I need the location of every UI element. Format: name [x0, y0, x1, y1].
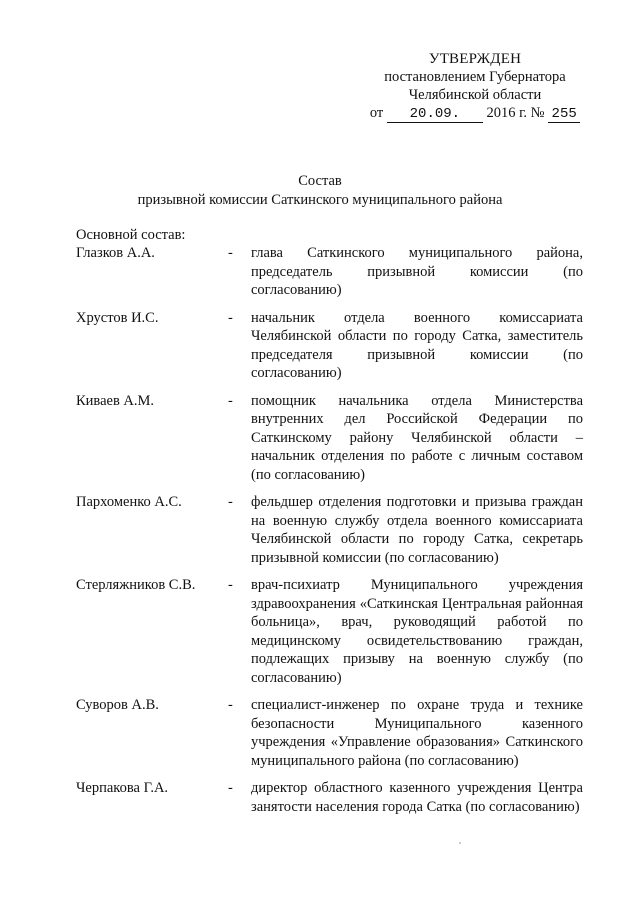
member-name: Черпакова Г.А. [76, 780, 169, 796]
member-row [76, 696, 606, 770]
member-list [76, 244, 606, 825]
member-dash: - [228, 392, 233, 409]
member-name: Стерляжников С.В. [76, 577, 196, 593]
member-row [76, 309, 606, 383]
member-row [76, 779, 606, 816]
member-role: специалист-инженер по охране труда и технике безопасности Муниципального казенного учреждения «Управление образования» Саткинского муниципального района (по согласованию) [251, 697, 583, 769]
member-dash: - [228, 780, 233, 796]
member-role: фельдшер отделения подготовки и призыва граждан на военную службу отдела военного комиссариата Челябинской области по городу Сатка, секретарь призывной комиссии (по согласованию) [251, 494, 583, 566]
section-label: Основной состав: [76, 227, 186, 243]
approval-number: 255 [548, 106, 580, 123]
document-title: Состав [298, 173, 342, 189]
member-name: Пархоменко А.С. [76, 494, 182, 510]
member-dash: - [228, 697, 233, 713]
member-role: глава Саткинского муниципального района, председатель призывной комиссии (по согласованию) [251, 245, 583, 298]
member-role: директор областного казенного учреждения Центра занятости населения города Сатка (по согласованию) [251, 780, 583, 815]
approval-date-line [365, 104, 585, 123]
member-role: начальник отдела военного комиссариата Челябинской области по городу Сатка, заместитель председателя призывной комиссии (по согласованию) [251, 309, 583, 381]
member-role: врач-психиатр Муниципального учреждения здравоохранения «Саткинская Центральная районная больница», врач, руководящий работой по медицинскому освидетельствованию граждан, подлежащих призыву на военную службу (по согласованию) [251, 577, 583, 686]
member-dash: - [228, 494, 233, 510]
member-row [76, 493, 606, 567]
approval-line-2: Челябинской области [408, 87, 542, 103]
member-dash: - [228, 245, 233, 261]
member-name: Суворов А.В. [76, 697, 159, 713]
approval-title: УТВЕРЖДЕН [428, 51, 522, 67]
member-name: Киваев А.М. [76, 392, 155, 409]
approval-line-1: постановлением Губернатора [384, 69, 566, 85]
approval-from-label: от [369, 105, 384, 121]
member-row [76, 576, 606, 687]
member-dash: - [228, 577, 233, 593]
document-subtitle: призывной комиссии Саткинского муниципального района [137, 192, 503, 208]
member-name: Глазков А.А. [76, 245, 155, 261]
approval-date: 20.09. [387, 106, 483, 123]
scan-speck [459, 842, 461, 844]
approval-year-suffix: 2016 г. № [486, 105, 545, 121]
member-row [76, 244, 606, 300]
member-dash: - [228, 309, 233, 326]
member-name: Хрустов И.С. [76, 309, 159, 326]
member-row [76, 392, 606, 485]
member-role: помощник начальника отдела Министерства внутренних дел Российской Федерации по Саткинскому району Челябинской области – начальник отделения по работе с личным составом (по согласованию) [251, 392, 583, 483]
approval-stamp [365, 50, 585, 123]
